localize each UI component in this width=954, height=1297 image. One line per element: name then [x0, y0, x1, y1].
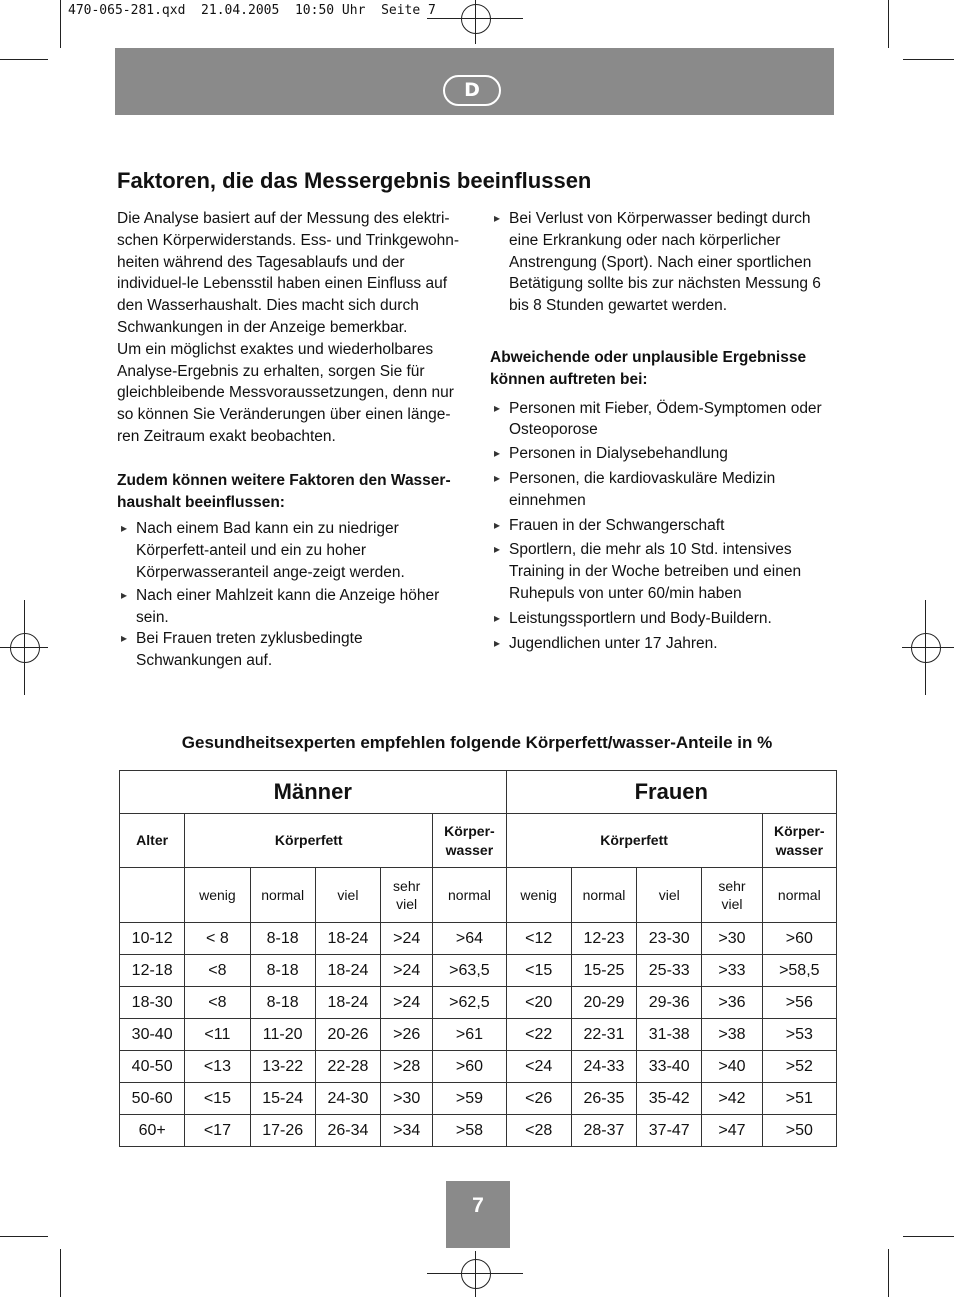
language-badge: D [443, 75, 501, 106]
age-cell: 50-60 [120, 1083, 185, 1115]
value-cell: >56 [762, 987, 836, 1019]
value-cell: >40 [702, 1051, 762, 1083]
value-cell: 18-24 [315, 923, 380, 955]
value-cell: <8 [185, 955, 250, 987]
level-header: normal [250, 868, 315, 923]
value-cell: 20-29 [571, 987, 636, 1019]
body-water-header-men: Körper- wasser [433, 814, 506, 868]
age-cell: 10-12 [120, 923, 185, 955]
list-item: ▸ Leistungssportlern und Body-Buildern. [490, 608, 836, 630]
value-cell: >33 [702, 955, 762, 987]
men-header: Männer [120, 771, 507, 814]
value-cell: >61 [433, 1019, 506, 1051]
value-cell: >30 [381, 1083, 433, 1115]
body-fat-header-women: Körperfett [506, 814, 762, 868]
body-composition-table [119, 770, 837, 1147]
age-header: Alter [120, 814, 185, 868]
women-header: Frauen [506, 771, 836, 814]
value-cell: 8-18 [250, 955, 315, 987]
level-header: viel [637, 868, 702, 923]
value-cell: 35-42 [637, 1083, 702, 1115]
value-cell: 24-30 [315, 1083, 380, 1115]
value-cell: >53 [762, 1019, 836, 1051]
level-header: normal [571, 868, 636, 923]
age-cell: 30-40 [120, 1019, 185, 1051]
value-cell: 28-37 [571, 1115, 636, 1147]
value-cell: <26 [506, 1083, 571, 1115]
value-cell: 8-18 [250, 923, 315, 955]
page-title: Faktoren, die das Messergebnis beeinflussen [117, 168, 592, 193]
value-cell: 23-30 [637, 923, 702, 955]
print-slug: 470-065-281.qxd 21.04.2005 10:50 Uhr Seite 7 [68, 3, 436, 18]
water-loss-list [490, 208, 836, 317]
value-cell: 33-40 [637, 1051, 702, 1083]
level-header: wenig [185, 868, 250, 923]
page-number: 7 [446, 1181, 510, 1248]
value-cell: >47 [702, 1115, 762, 1147]
crop-mark [888, 0, 889, 48]
value-cell: 26-35 [571, 1083, 636, 1115]
crop-mark [60, 1249, 61, 1297]
left-column [117, 208, 463, 672]
value-cell: 22-31 [571, 1019, 636, 1051]
list-item: ▸ Personen mit Fieber, Ödem-Symptomen oder Osteoporose [490, 398, 836, 442]
value-cell: >38 [702, 1019, 762, 1051]
value-cell: <17 [185, 1115, 250, 1147]
value-cell: <12 [506, 923, 571, 955]
value-cell: 31-38 [637, 1019, 702, 1051]
age-cell: 60+ [120, 1115, 185, 1147]
value-cell: >24 [381, 987, 433, 1019]
value-cell: >28 [381, 1051, 433, 1083]
value-cell: >36 [702, 987, 762, 1019]
value-cell: 20-26 [315, 1019, 380, 1051]
value-cell: 17-26 [250, 1115, 315, 1147]
consistency-paragraph: Um ein möglichst exaktes und wiederholbares Analyse-Ergebnis zu erhalten, sorgen Sie für gleichbleibende Messvoraussetzungen, denn nur so können Sie Veränderungen über einen länge-ren Zeitraum exakt beobachten. [117, 340, 454, 445]
value-cell: 8-18 [250, 987, 315, 1019]
value-cell: 11-20 [250, 1019, 315, 1051]
value-cell: 13-22 [250, 1051, 315, 1083]
intro-paragraph: Die Analyse basiert auf der Messung des elektri-schen Körperwiderstands. Ess- und Trinkgewohn-heiten während des Tagesablaufs und der individuel-le Lebensstil haben einen Einfluss auf den Wasserhaushalt. Dies macht sich durch Schwankungen in der Anzeige bemerkbar. [117, 210, 460, 336]
value-cell: 15-24 [250, 1083, 315, 1115]
table-row [120, 1115, 837, 1147]
list-item: ▸ Nach einem Bad kann ein zu niedriger Körperfett-anteil und ein zu hoher Körperwasseranteil ange-zeigt werden. [117, 518, 463, 583]
body-water-header-women: Körper- wasser [762, 814, 836, 868]
value-cell: >60 [762, 923, 836, 955]
value-cell: 24-33 [571, 1051, 636, 1083]
list-item: ▸ Bei Verlust von Körperwasser bedingt durch eine Erkrankung oder nach körperlicher Anstrengung (Sport). Nach einer sportlichen Betätigung sollte bis zur nächsten Messung 6 bis 8 Stunden gewartet werden. [490, 208, 836, 317]
value-cell: >58,5 [762, 955, 836, 987]
list-item: ▸ Sportlern, die mehr als 10 Std. intensives Training in der Woche betreiben und einen Ruhepuls von unter 60/min haben [490, 539, 836, 604]
value-cell: >64 [433, 923, 506, 955]
deviations-list [490, 398, 836, 655]
value-cell: >59 [433, 1083, 506, 1115]
list-item: ▸ Bei Frauen treten zyklusbedingte Schwankungen auf. [117, 628, 463, 672]
level-header: viel [315, 868, 380, 923]
value-cell: >26 [381, 1019, 433, 1051]
value-cell: >51 [762, 1083, 836, 1115]
table-row [120, 1051, 837, 1083]
crop-mark [0, 1236, 48, 1237]
level-header: sehr viel [381, 868, 433, 923]
value-cell: >58 [433, 1115, 506, 1147]
table-row [120, 987, 837, 1019]
value-cell: >50 [762, 1115, 836, 1147]
value-cell: 22-28 [315, 1051, 380, 1083]
value-cell: >42 [702, 1083, 762, 1115]
level-header: normal [433, 868, 506, 923]
list-item: ▸ Personen in Dialysebehandlung [490, 443, 836, 465]
value-cell: 18-24 [315, 987, 380, 1019]
value-cell: >60 [433, 1051, 506, 1083]
list-item: ▸ Nach einer Mahlzeit kann die Anzeige höher sein. [117, 585, 463, 629]
value-cell: >52 [762, 1051, 836, 1083]
crop-mark [0, 59, 48, 60]
value-cell: >30 [702, 923, 762, 955]
value-cell: <22 [506, 1019, 571, 1051]
value-cell: >34 [381, 1115, 433, 1147]
table-body [120, 923, 837, 1147]
crop-mark [903, 59, 954, 60]
level-header: wenig [506, 868, 571, 923]
value-cell: >24 [381, 955, 433, 987]
value-cell: <11 [185, 1019, 250, 1051]
age-cell: 12-18 [120, 955, 185, 987]
value-cell: <24 [506, 1051, 571, 1083]
value-cell: 18-24 [315, 955, 380, 987]
factors-list [117, 518, 463, 672]
value-cell: <15 [185, 1083, 250, 1115]
crop-mark [888, 1249, 889, 1297]
value-cell: >63,5 [433, 955, 506, 987]
value-cell: >62,5 [433, 987, 506, 1019]
list-item: ▸ Frauen in der Schwangerschaft [490, 515, 836, 537]
value-cell: 15-25 [571, 955, 636, 987]
table-row [120, 1019, 837, 1051]
level-header: sehr viel [702, 868, 762, 923]
table-row [120, 923, 837, 955]
age-cell: 18-30 [120, 987, 185, 1019]
age-cell: 40-50 [120, 1051, 185, 1083]
value-cell: >24 [381, 923, 433, 955]
value-cell: 25-33 [637, 955, 702, 987]
table-row [120, 1083, 837, 1115]
body-fat-header-men: Körperfett [185, 814, 433, 868]
factors-subheading: Zudem können weitere Faktoren den Wasser-haushalt beeinflussen: [117, 471, 451, 511]
value-cell: <8 [185, 987, 250, 1019]
crop-mark [60, 0, 61, 48]
right-column [490, 208, 836, 654]
empty-cell [120, 868, 185, 923]
level-header: normal [762, 868, 836, 923]
value-cell: <20 [506, 987, 571, 1019]
results-subheading: Abweichende oder unplausible Ergebnisse können auftreten bei: [490, 348, 807, 388]
crop-mark [903, 1236, 954, 1237]
value-cell: 12-23 [571, 923, 636, 955]
value-cell: <28 [506, 1115, 571, 1147]
list-item: ▸ Jugendlichen unter 17 Jahren. [490, 633, 836, 655]
value-cell: < 8 [185, 923, 250, 955]
value-cell: <13 [185, 1051, 250, 1083]
value-cell: <15 [506, 955, 571, 987]
table-heading: Gesundheitsexperten empfehlen folgende Körperfett/wasser-Anteile in % [181, 733, 773, 752]
list-item: ▸ Personen, die kardiovaskuläre Medizin einnehmen [490, 468, 836, 512]
value-cell: 26-34 [315, 1115, 380, 1147]
table-row [120, 955, 837, 987]
value-cell: 29-36 [637, 987, 702, 1019]
value-cell: 37-47 [637, 1115, 702, 1147]
